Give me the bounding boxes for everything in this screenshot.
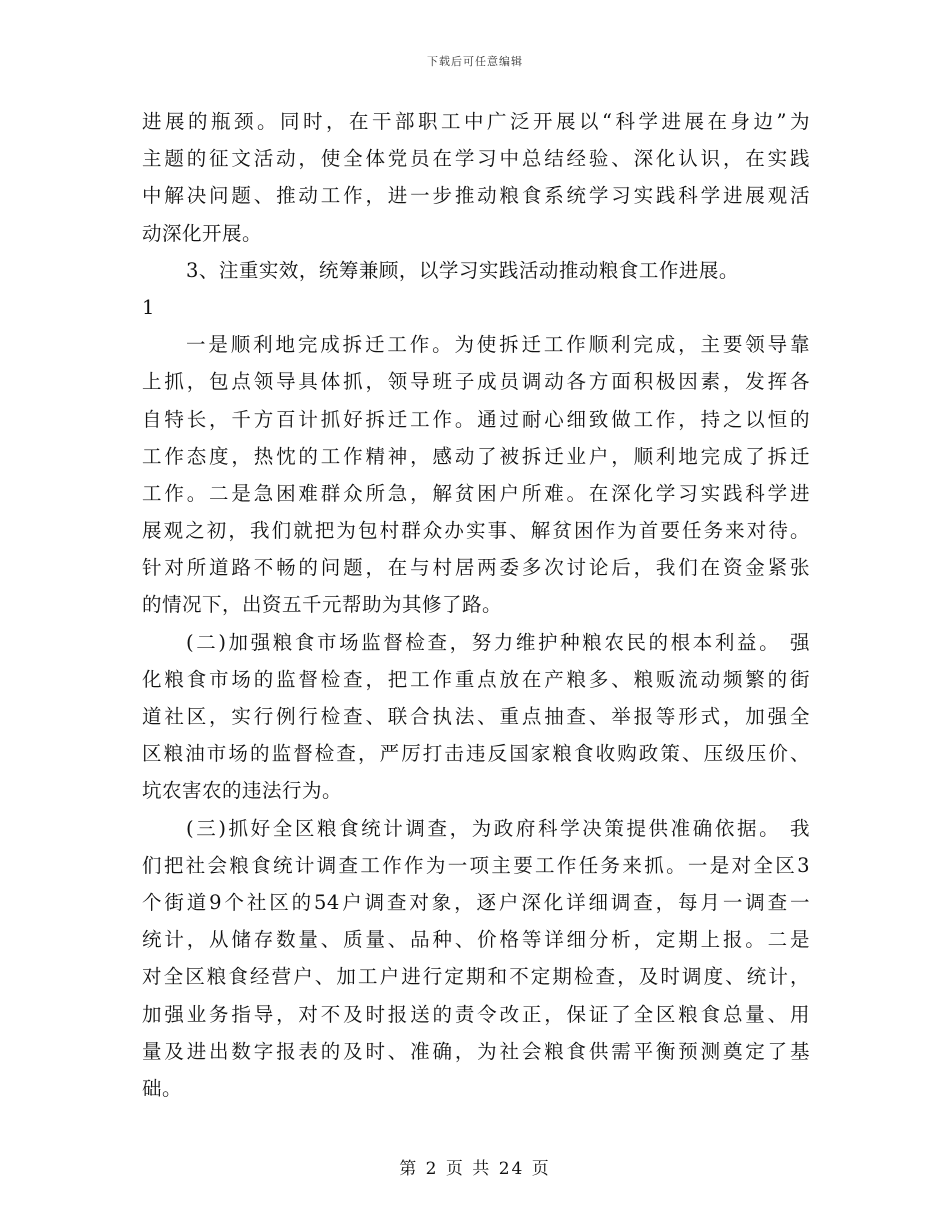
- text-line: 进展的瓶颈。同时，在干部职工中广泛开展以“科学进展在身边”为: [142, 110, 810, 133]
- text-line: (三)抓好全区粮食统计调查，为政府科学决策提供准确依据。 我: [186, 816, 810, 840]
- text-line: 针对所道路不畅的问题，在与村居两委多次讨论后，我们在资金紧张: [142, 556, 810, 580]
- page-header: 下载后可任意编辑: [427, 55, 523, 68]
- text-line: 1: [142, 295, 155, 319]
- text-line: 础。: [142, 1076, 183, 1100]
- text-line: 自特长，千方百计抓好拆迁工作。通过耐心细致做工作，持之以恒的: [142, 407, 810, 431]
- text-line: (二)加强粮食市场监督检查，努力维护种粮农民的根本利益。 强: [186, 630, 810, 654]
- text-line: 动深化开展。: [142, 221, 263, 245]
- text-line: 加强业务指导，对不及时报送的责令改正，保证了全区粮食总量、用: [142, 1002, 810, 1026]
- document-body: [142, 103, 810, 1107]
- text-line: 工作态度，热忱的工作精神，感动了被拆迁业户，顺利地完成了拆迁: [142, 444, 810, 468]
- text-line: 区粮油市场的监督检查，严厉打击违反国家粮食收购政策、压级压价、: [142, 742, 810, 766]
- text-line: 一是顺利地完成拆迁工作。为使拆迁工作顺利完成，主要领导靠: [186, 333, 810, 357]
- text-line: 中解决问题、推动工作，进一步推动粮食系统学习实践科学进展观活: [142, 184, 810, 208]
- text-line: 量及进出数字报表的及时、准确，为社会粮食供需平衡预测奠定了基: [142, 1039, 810, 1063]
- page-number: 第 2 页 共 24 页: [399, 1159, 551, 1179]
- text-line: 道社区，实行例行检查、联合执法、重点抽查、举报等形式，加强全: [142, 705, 810, 728]
- text-line: 对全区粮食经营户、加工户进行定期和不定期检查，及时调度、统计，: [142, 965, 810, 989]
- text-line: 个街道9个社区的54户调查对象，逐户深化详细调查，每月一调查一: [142, 890, 810, 914]
- text-line: 统计，从储存数量、质量、品种、价格等详细分析，定期上报。二是: [142, 928, 810, 952]
- text-line: 上抓，包点领导具体抓，领导班子成员调动各方面积极因素，发挥各: [142, 370, 810, 394]
- text-line: 展观之初，我们就把为包村群众办实事、解贫困作为首要任务来对待。: [142, 519, 810, 543]
- text-line: 主题的征文活动，使全体党员在学习中总结经验、深化认识，在实践: [142, 147, 810, 171]
- text-line: 的情况下，出资五千元帮助为其修了路。: [142, 593, 503, 617]
- text-line: 3、注重实效，统筹兼顾，以学习实践活动推动粮食工作进展。: [186, 258, 739, 282]
- text-line: 们把社会粮食统计调查工作作为一项主要工作任务来抓。一是对全区3: [142, 853, 810, 877]
- text-line: 化粮食市场的监督检查，把工作重点放在产粮多、粮贩流动频繁的街: [142, 667, 810, 691]
- text-line: 坑农害农的违法行为。: [142, 779, 343, 803]
- text-line: 工作。二是急困难群众所急，解贫困户所难。在深化学习实践科学进: [142, 481, 810, 505]
